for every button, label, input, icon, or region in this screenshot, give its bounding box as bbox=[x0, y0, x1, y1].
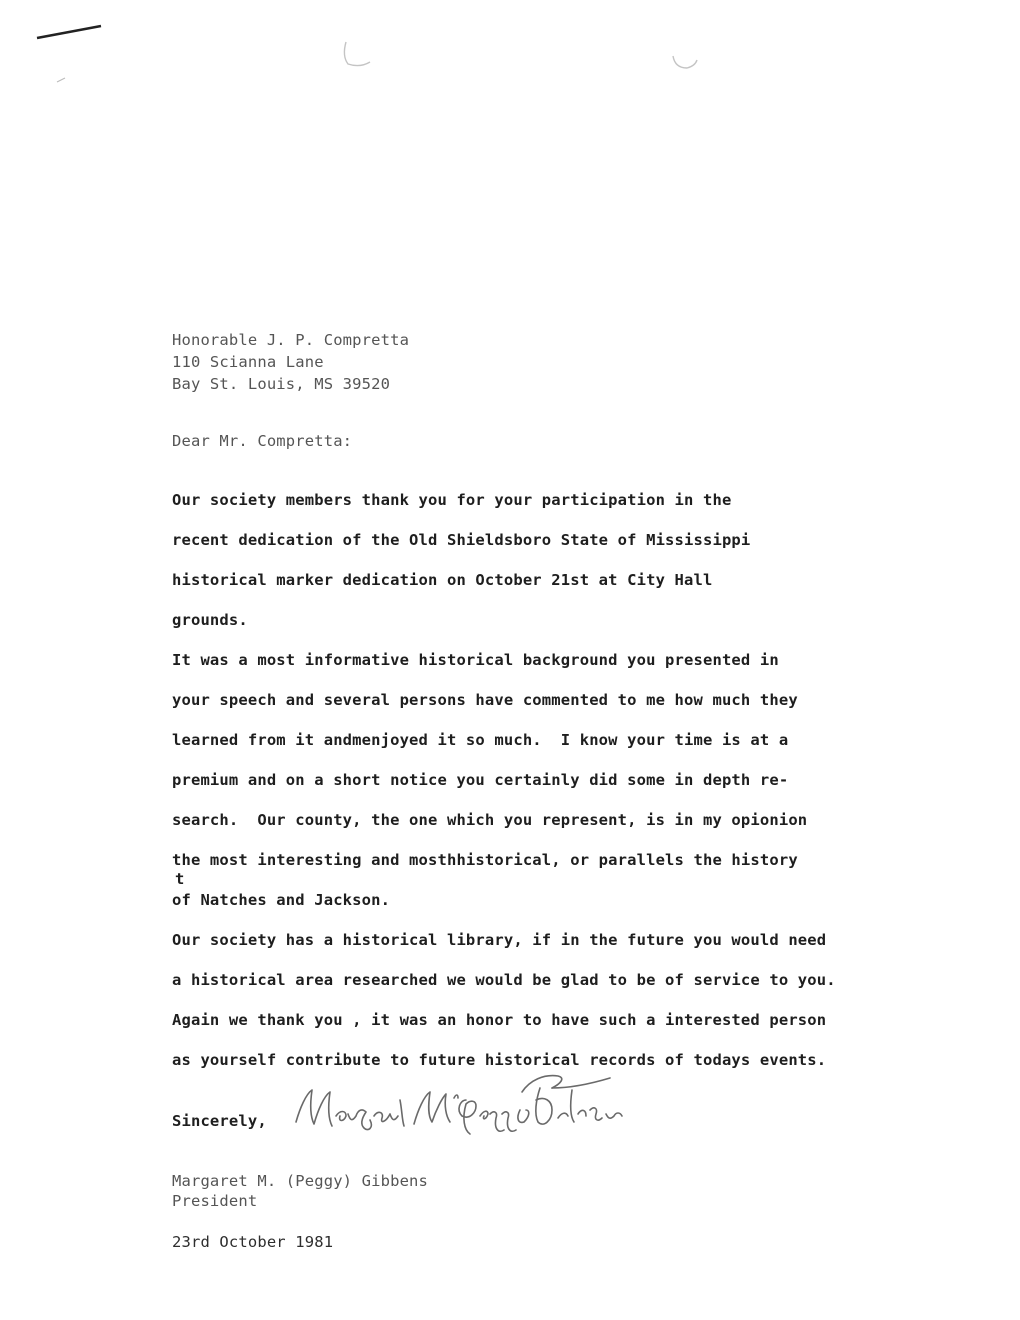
signer-title: President bbox=[172, 1192, 258, 1210]
body-line: t bbox=[175, 870, 185, 888]
body-line: recent dedication of the Old Shieldsboro State of Mississippi bbox=[172, 531, 751, 549]
body-line: Our society has a historical library, if in the future you would need bbox=[172, 931, 827, 949]
body-line: Our society members thank you for your participation in the bbox=[172, 491, 732, 509]
body-line: your speech and several persons have commented to me how much they bbox=[172, 691, 798, 709]
body-line: premium and on a short notice you certainly did some in depth re- bbox=[172, 771, 789, 789]
body-line: grounds. bbox=[172, 611, 248, 629]
signer-name: Margaret M. (Peggy) Gibbens bbox=[172, 1172, 429, 1190]
body-line: learned from it andmenjoyed it so much. I know your time is at a bbox=[172, 731, 789, 749]
letter-date: 23rd October 1981 bbox=[172, 1233, 334, 1251]
salutation: Dear Mr. Compretta: bbox=[172, 432, 353, 450]
body-line: a historical area researched we would be glad to be of service to you. bbox=[172, 971, 836, 989]
closing: Sincerely, bbox=[172, 1112, 267, 1130]
recipient-city: Bay St. Louis, MS 39520 bbox=[172, 375, 391, 393]
scan-mark-top-right bbox=[665, 38, 705, 78]
body-line: as yourself contribute to future historical records of todays events. bbox=[172, 1051, 827, 1069]
scan-mark-top-left bbox=[35, 20, 105, 90]
body-line: It was a most informative historical background you presented in bbox=[172, 651, 779, 669]
body-line: the most interesting and mosthhistorical, or parallels the history bbox=[172, 851, 798, 869]
handwritten-signature bbox=[290, 1070, 660, 1140]
recipient-name: Honorable J. P. Compretta bbox=[172, 331, 410, 349]
body-line: historical marker dedication on October 21st at City Hall bbox=[172, 571, 713, 589]
body-line: of Natches and Jackson. bbox=[172, 891, 391, 909]
body-line: search. Our county, the one which you represent, is in my opionion bbox=[172, 811, 808, 829]
recipient-street: 110 Scianna Lane bbox=[172, 353, 324, 371]
scan-mark-top-center bbox=[338, 34, 378, 74]
body-line: Again we thank you , it was an honor to have such a interested person bbox=[172, 1011, 827, 1029]
